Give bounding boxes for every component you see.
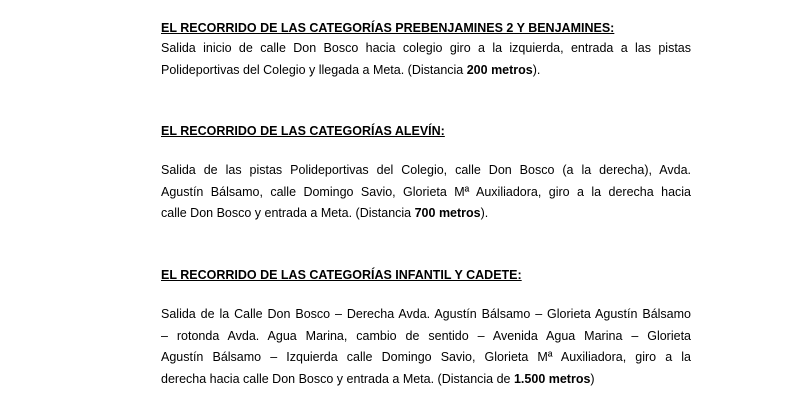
section-heading-prebenjamines: EL RECORRIDO DE LAS CATEGORÍAS PREBENJAMINES 2 Y BENJAMINES: [161, 21, 615, 35]
paragraph-line [161, 369, 691, 391]
paragraph-line [161, 182, 691, 204]
distance-value: 1.500 metros [513, 371, 591, 386]
paragraph-line [161, 304, 691, 326]
text-run: Salida de la Calle Don Bosco – Derecha Avda. Agustín Bálsamo – Glorieta Agustín Bálsamo [161, 307, 691, 321]
paragraph-line [161, 347, 691, 369]
section-paragraph-prebenjamines [161, 38, 691, 81]
text-run: ). [532, 62, 541, 77]
paragraph-line [161, 60, 691, 82]
paragraph-line [161, 326, 691, 348]
paragraph-line [161, 160, 691, 182]
text-run: Agustín Bálsamo – Izquierda calle Domingo Savio, Glorieta Mª Auxiliadora, giro a la [161, 350, 691, 364]
distance-value: 700 metros [414, 206, 481, 220]
text-run: Polideportivas del Colegio y llegada a Meta. (Distancia [161, 62, 467, 77]
text-run: – rotonda Avda. Agua Marina, cambio de sentido – Avenida Agua Marina – Glorieta [161, 328, 691, 343]
section-heading-infantil-cadete: EL RECORRIDO DE LAS CATEGORÍAS INFANTIL Y CADETE: [161, 268, 522, 282]
section-heading-alevin: EL RECORRIDO DE LAS CATEGORÍAS ALEVÍN: [161, 124, 445, 138]
section-paragraph-infantil-cadete [161, 304, 691, 390]
text-run: derecha hacia calle Don Bosco y entrada a Meta. (Distancia de [161, 371, 514, 386]
paragraph-line [161, 203, 691, 225]
text-run: Agustín Bálsamo, calle Domingo Savio, Glorieta Mª Auxiliadora, giro a la derecha hacia [161, 184, 691, 199]
text-run: calle Don Bosco y entrada a Meta. (Distancia [161, 206, 415, 220]
distance-value: 200 metros [466, 62, 533, 77]
paragraph-line [161, 38, 691, 60]
text-run: ). [480, 206, 489, 220]
section-paragraph-alevin [161, 160, 691, 225]
text-run: Salida de las pistas Polideportivas del Colegio, calle Don Bosco (a la derecha), Avda. [161, 163, 691, 177]
text-run: Salida inicio de calle Don Bosco hacia colegio giro a la izquierda, entrada a las pistas [161, 41, 691, 55]
text-run: ) [590, 371, 595, 386]
